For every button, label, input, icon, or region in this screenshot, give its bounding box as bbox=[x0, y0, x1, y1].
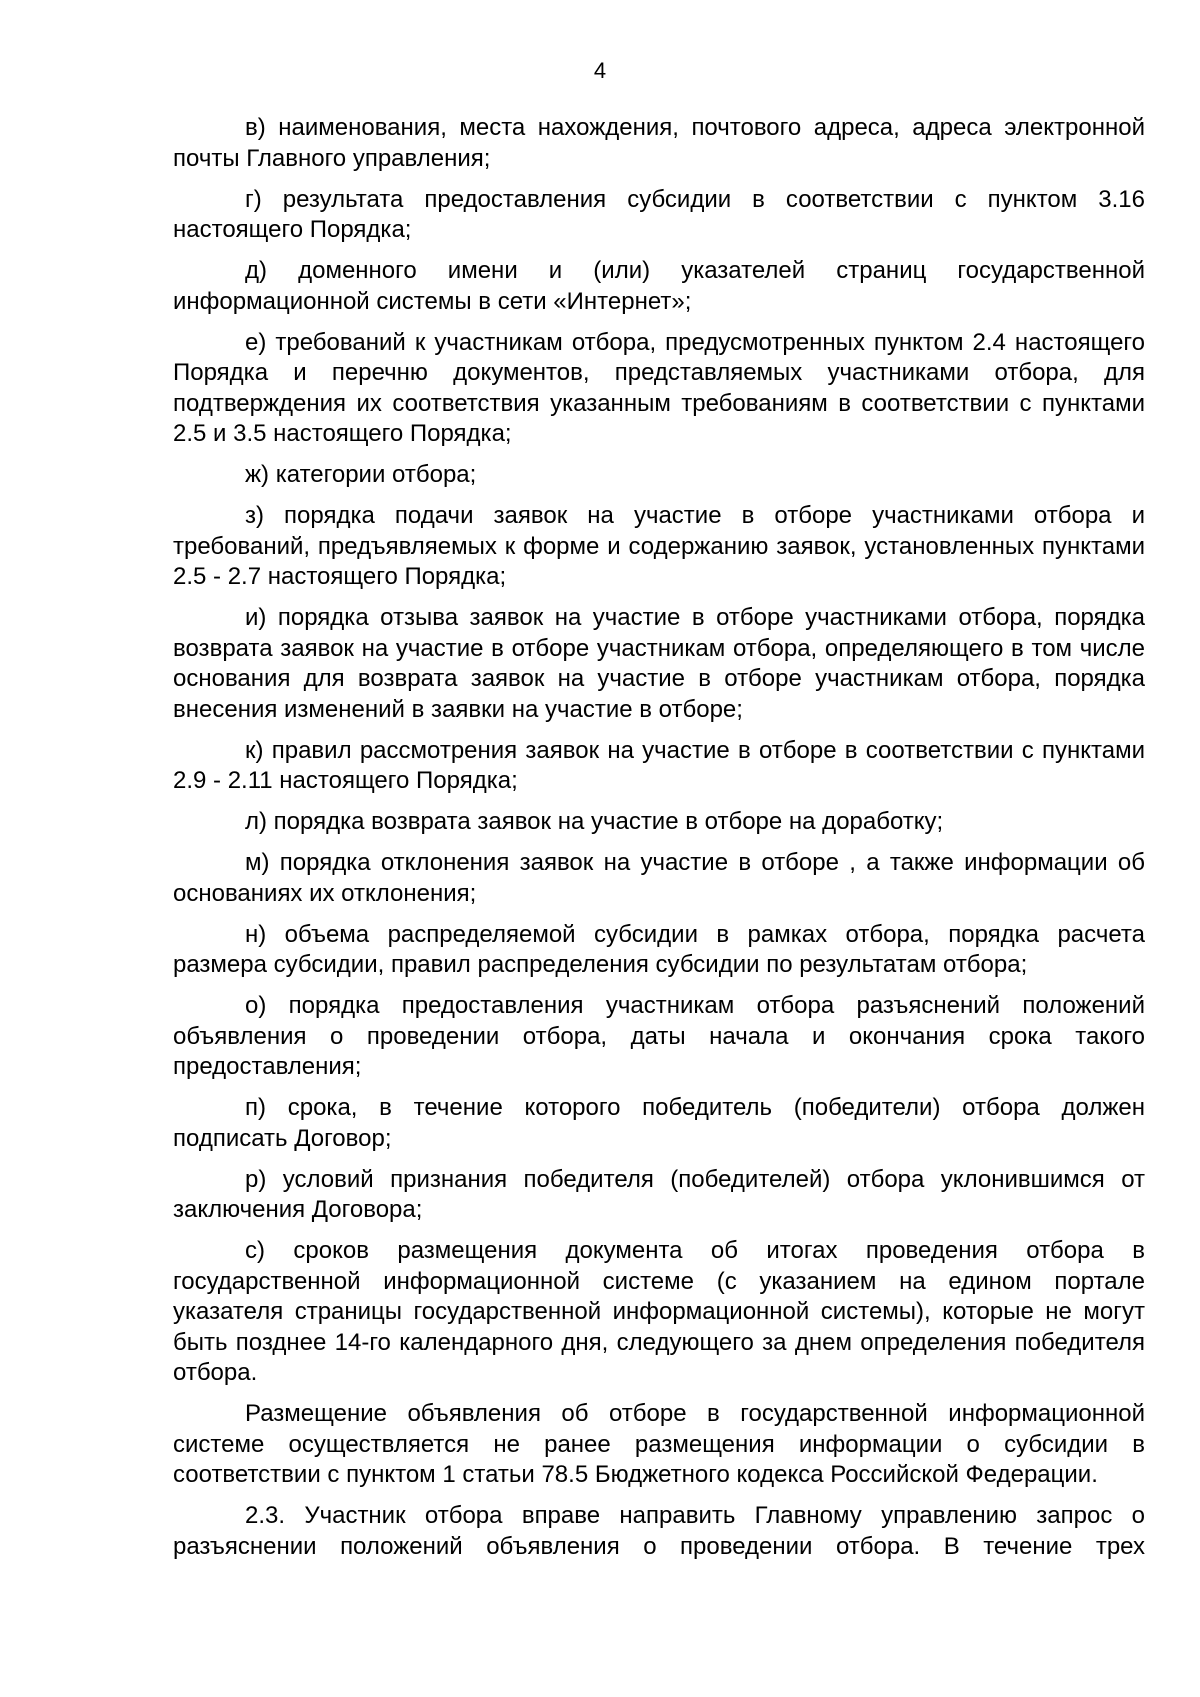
paragraph-s: с) сроков размещения документа об итогах проведения отбора в государственной информационной системе (с указанием на едином портале указателя страницы государственной информационной системы), которые не могут быть позднее 14-го календарного дня, следующего за днем определения победителя отбора. bbox=[173, 1237, 1145, 1386]
paragraph-e: е) требований к участникам отбора, предусмотренных пунктом 2.4 настоящего Порядка и перечню документов, представляемых участниками отбора, для подтверждения их соответствия указанным требованиям в соответствии с пунктами 2.5 и 3.5 настоящего Порядка; bbox=[173, 328, 1145, 447]
paragraph-d: д) доменного имени и (или) указателей страниц государственной информационной системы в сети «Интернет»; bbox=[173, 257, 1145, 315]
paragraph-g: г) результата предоставления субсидии в соответствии с пунктом 3.16 настоящего Порядка; bbox=[173, 185, 1145, 243]
paragraph-p: п) срока, в течение которого победитель (победители) отбора должен подписать Договор; bbox=[173, 1094, 1145, 1152]
paragraph-i: и) порядка отзыва заявок на участие в отборе участниками отбора, порядка возврата заявок на участие в отборе участникам отбора, определяющего в том числе основания для возврата заявок на участие в отборе участникам отбора, порядка внесения изменений в заявки на участие в отборе; bbox=[173, 604, 1145, 723]
paragraph-k: к) правил рассмотрения заявок на участие в отборе в соответствии с пунктами 2.9 - 2.11 настоящего Порядка; bbox=[173, 736, 1145, 794]
paragraph-z: з) порядка подачи заявок на участие в отборе участниками отбора и требований, предъявляемых к форме и содержанию заявок, установленных пунктами 2.5 - 2.7 настоящего Порядка; bbox=[173, 502, 1145, 590]
paragraph-2-3: 2.3. Участник отбора вправе направить Главному управлению запрос о разъяснении положений объявления о проведении отбора. В течение трех bbox=[173, 1502, 1145, 1560]
page-number: 4 bbox=[593, 58, 607, 83]
paragraph-o: о) порядка предоставления участникам отбора разъяснений положений объявления о проведении отбора, даты начала и окончания срока такого предоставления; bbox=[173, 992, 1145, 1080]
paragraph-placement: Размещение объявления об отборе в государственной информационной системе осуществляется не ранее размещения информации о субсидии в соответствии с пунктом 1 статьи 78.5 Бюджетного кодекса Российской Федерации. bbox=[173, 1400, 1145, 1488]
paragraph-r: р) условий признания победителя (победителей) отбора уклонившимся от заключения Договора; bbox=[173, 1165, 1145, 1223]
paragraph-m: м) порядка отклонения заявок на участие в отборе , а также информации об основаниях их отклонения; bbox=[173, 849, 1145, 907]
paragraph-zh: ж) категории отбора; bbox=[245, 461, 477, 488]
document-body bbox=[173, 113, 1145, 1562]
paragraph-n: н) объема распределяемой субсидии в рамках отбора, порядка расчета размера субсидии, правил распределения субсидии по результатам отбора; bbox=[173, 920, 1145, 978]
paragraph-v: в) наименования, места нахождения, почтового адреса, адреса электронной почты Главного управления; bbox=[173, 114, 1145, 172]
paragraph-l: л) порядка возврата заявок на участие в отборе на доработку; bbox=[245, 808, 944, 835]
